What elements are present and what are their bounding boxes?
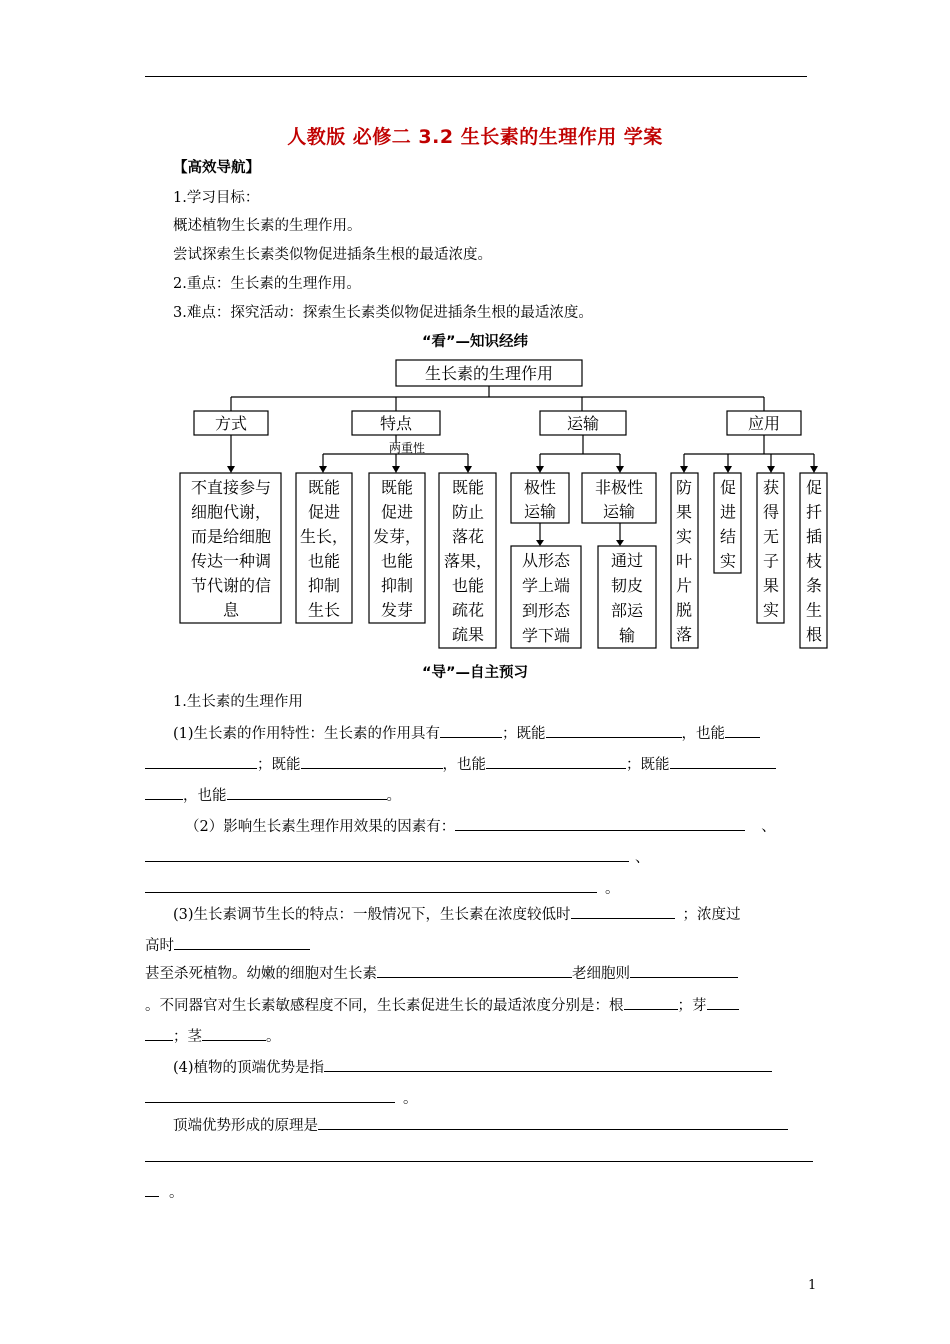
- category-label-mode: 方式: [214, 414, 248, 433]
- application-item-char: 落: [675, 625, 693, 644]
- q1-4-text-b: 。: [403, 1091, 418, 1107]
- feature-item-line: 促进: [307, 502, 341, 522]
- q1-5-text-a: 顶端优势形成的原理是: [173, 1118, 318, 1134]
- transport-detail-line: 部运: [610, 601, 644, 620]
- question-1-2-line1: [185, 815, 776, 837]
- application-arrowhead-3: [767, 466, 775, 473]
- blank-high-concentration[interactable]: [174, 934, 310, 950]
- application-item-char: 实: [675, 527, 693, 546]
- application-arrowhead-2: [724, 466, 732, 473]
- question-1-3-line4: [145, 994, 739, 1016]
- transport-detail-line: 输: [618, 626, 636, 645]
- blank-thin-flowers[interactable]: [227, 784, 387, 800]
- feature-item-line: 也能: [451, 576, 485, 595]
- application-item-char: 果: [762, 576, 780, 595]
- section-heading: 【高效导航】: [173, 160, 260, 176]
- blank-root-concentration[interactable]: [624, 994, 678, 1010]
- feature-item-line: 既能: [451, 478, 485, 497]
- feature-item-line: 抑制: [380, 576, 414, 595]
- application-item-char: 促: [805, 478, 823, 497]
- question-1-4-line1: [173, 1056, 772, 1078]
- feature-item-line: 既能: [307, 478, 341, 497]
- blank-principle-b[interactable]: [145, 1161, 813, 1162]
- blank-inhibit-growth-a[interactable]: [725, 722, 760, 738]
- feature-item-line: 疏果: [451, 625, 485, 644]
- concept-diagram: [0, 0, 950, 660]
- question-1-4-line2: [145, 1087, 418, 1109]
- transport-detail-line: 学上端: [521, 576, 571, 595]
- blank-low-concentration[interactable]: [571, 903, 675, 919]
- mode-detail-line: 而是给细胞: [190, 527, 272, 546]
- diagram-root-label: 生长素的生理作用: [424, 364, 554, 383]
- transport-title-line: 极性: [523, 478, 557, 497]
- transport-detail-line: 韧皮: [610, 576, 644, 595]
- question-1-3-line2: [145, 934, 310, 956]
- application-item-char: 条: [805, 576, 823, 595]
- feature-item-line: 防止: [451, 502, 485, 522]
- q1-3-text-a: (3)生长素调节生长的特点：一般情况下，生长素在浓度较低时: [173, 907, 571, 923]
- application-item-char: 无: [762, 527, 780, 546]
- blank-inhibit-germination[interactable]: [486, 753, 626, 769]
- transport-detail-line: 到形态: [521, 601, 571, 620]
- question-1-2-line2: [145, 846, 650, 868]
- application-item-char: 实: [719, 551, 737, 571]
- feature-item-line: 落花: [451, 527, 485, 546]
- document-title: 人教版 必修二 3.2 生长素的生理作用 学案: [287, 126, 663, 148]
- question-1-3-line5: [145, 1025, 281, 1047]
- feature-arrowhead-3: [464, 466, 472, 473]
- transport-arrowhead-polar: [536, 540, 544, 546]
- blank-old-cells[interactable]: [630, 962, 738, 978]
- question-1-3-line3: [145, 962, 738, 984]
- application-item-char: 防: [675, 478, 693, 497]
- blank-apical-dominance-b[interactable]: [145, 1087, 395, 1103]
- transport-arrowhead-nonpolar: [616, 540, 624, 546]
- goal-1: 概述植物生长素的生理作用。: [173, 218, 362, 234]
- application-item-char: 获: [762, 478, 780, 497]
- feature-arrowhead-2: [392, 466, 400, 473]
- mode-detail-line: 传达一种调: [190, 551, 272, 571]
- q1-3-text-e: 老细胞则: [572, 966, 630, 982]
- feature-item-line: 也能: [307, 551, 341, 571]
- feature-text: [300, 478, 492, 644]
- feature-item-line: 生长: [307, 600, 341, 620]
- q1-3-text-c: 高时: [145, 938, 174, 954]
- application-item-char: 扦: [805, 502, 823, 522]
- category-label-application: 应用: [747, 414, 781, 433]
- q1-1-text-b: ；既能: [502, 726, 546, 742]
- question-1-1-line2: [145, 753, 776, 775]
- feature-note: 两重性: [388, 441, 426, 455]
- q1-1-text-f: ；既能: [626, 757, 670, 773]
- mode-detail-line: 不直接参与: [190, 478, 272, 497]
- application-item-char: 促: [719, 478, 737, 497]
- application-item-char: 叶: [675, 551, 693, 571]
- transport-title-line: 运输: [602, 502, 636, 521]
- transport-detail-line: 通过: [610, 551, 644, 570]
- feature-item-line: 既能: [380, 478, 414, 497]
- application-item-char: 果: [675, 502, 693, 522]
- transport-title-line: 运输: [523, 502, 557, 521]
- arrowhead-mode: [227, 466, 235, 473]
- application-item-char: 子: [762, 551, 780, 571]
- application-arrowhead-4: [810, 466, 818, 473]
- guide-heading: “导”—自主预习: [421, 665, 529, 681]
- category-label-transport: 运输: [566, 414, 600, 433]
- mode-detail-line: 节代谢的信: [190, 576, 272, 595]
- application-item-char: 脱: [675, 600, 693, 620]
- q1-3-text-h: ；茎: [173, 1029, 202, 1045]
- application-item-char: 片: [675, 576, 693, 595]
- q1-1-text-g: ，也能: [183, 788, 227, 804]
- application-item-char: 枝: [805, 551, 823, 571]
- blank-factor-1[interactable]: [455, 815, 745, 831]
- feature-item-line: 也能: [380, 551, 414, 571]
- feature-item-line: 发芽: [380, 600, 414, 620]
- feature-item-line: 疏花: [451, 600, 485, 620]
- transport-detail-line: 从形态: [521, 551, 571, 570]
- blank-bud-concentration-b[interactable]: [145, 1025, 173, 1041]
- transport-title-line: 非极性: [594, 478, 644, 497]
- application-item-char: 实: [762, 600, 780, 620]
- blank-factor-3[interactable]: [145, 877, 597, 893]
- application-item-char: 根: [805, 625, 823, 644]
- q1-2-text-d: 。: [605, 881, 620, 897]
- q1-1-text-h: 。: [386, 788, 401, 804]
- question-1-5-line3: [145, 1181, 184, 1203]
- difficulty: 3.难点：探究活动：探索生长素类似物促进插条生根的最适浓度。: [173, 305, 593, 321]
- application-item-char: 得: [762, 502, 780, 522]
- goal-label: 1.学习目标：: [173, 190, 260, 206]
- blank-prevent-drop-b[interactable]: [145, 784, 183, 800]
- question-1-1-line1: [173, 722, 760, 744]
- application-item-char: 插: [805, 527, 823, 546]
- question-1-2-line3: [145, 877, 620, 899]
- feature-item-line: 抑制: [307, 576, 341, 595]
- application-item-char: 进: [719, 502, 737, 522]
- blank-inhibit-growth-b[interactable]: [145, 753, 257, 769]
- q1-4-text-a: (4)植物的顶端优势是指: [173, 1060, 325, 1076]
- feature-arrowhead-1: [319, 466, 327, 473]
- feature-item-line: 生长，: [299, 527, 349, 546]
- blank-factor-2[interactable]: [145, 846, 629, 862]
- q1-1-text-c: ，也能: [681, 726, 726, 742]
- q1-3-text-f: 。不同器官对生长素敏感程度不同，生长素促进生长的最适浓度分别是：根: [145, 998, 624, 1014]
- category-label-feature: 特点: [379, 414, 413, 433]
- page-number: 1: [808, 1278, 817, 1293]
- question-1-3-line1: [173, 903, 741, 925]
- blank-promote-growth[interactable]: [546, 722, 682, 738]
- q1-1-text-e: ，也能: [442, 757, 486, 773]
- key-point: 2.重点：生长素的生理作用。: [173, 276, 361, 292]
- mode-detail-line: 息: [222, 600, 240, 620]
- blank-bud-concentration-a[interactable]: [707, 994, 739, 1010]
- blank-principle-c[interactable]: [145, 1181, 159, 1197]
- application-arrowhead-1: [680, 466, 688, 473]
- q1-2-text-c: 、: [635, 850, 650, 866]
- question-1: 1.生长素的生理作用: [173, 694, 303, 710]
- blank-apical-dominance-a[interactable]: [324, 1056, 772, 1072]
- q1-1-text-a: (1)生长素的作用特性：生长素的作用具有: [173, 726, 441, 742]
- blank-dual-nature[interactable]: [440, 722, 502, 738]
- question-1-5-line1: [173, 1114, 788, 1136]
- q1-2-text-a: （2）影响生长素生理作用效果的因素有：: [185, 819, 456, 835]
- mode-detail-line: 细胞代谢，: [190, 502, 272, 522]
- blank-promote-germination[interactable]: [301, 753, 443, 769]
- q1-3-text-g: ；芽: [677, 998, 707, 1014]
- feature-item-line: 落果，: [443, 551, 493, 571]
- goal-2: 尝试探索生长素类似物促进插条生根的最适浓度。: [173, 247, 492, 263]
- transport-detail-line: 学下端: [521, 626, 571, 645]
- q1-2-text-b: 、: [761, 819, 776, 835]
- feature-item-line: 发芽，: [372, 527, 422, 546]
- blank-stem-concentration[interactable]: [202, 1025, 266, 1041]
- application-item-char: 生: [805, 600, 823, 620]
- q1-1-text-d: ；既能: [257, 757, 301, 773]
- question-1-1-line3: [145, 784, 401, 806]
- transport-arrowhead-2: [616, 466, 624, 473]
- q1-3-text-b: ；浓度过: [682, 907, 741, 923]
- blank-young-cells[interactable]: [377, 962, 572, 978]
- transport-arrowhead-1: [536, 466, 544, 473]
- blank-prevent-drop-a[interactable]: [670, 753, 776, 769]
- q1-3-text-i: 。: [266, 1029, 281, 1045]
- q1-3-text-d: 甚至杀死植物。幼嫩的细胞对生长素: [145, 966, 377, 982]
- blank-principle-a[interactable]: [318, 1114, 788, 1130]
- look-heading: “看”—知识经纬: [421, 334, 529, 350]
- application-item-char: 结: [719, 527, 737, 546]
- q1-5-text-b: 。: [169, 1185, 184, 1201]
- feature-item-line: 促进: [380, 502, 414, 522]
